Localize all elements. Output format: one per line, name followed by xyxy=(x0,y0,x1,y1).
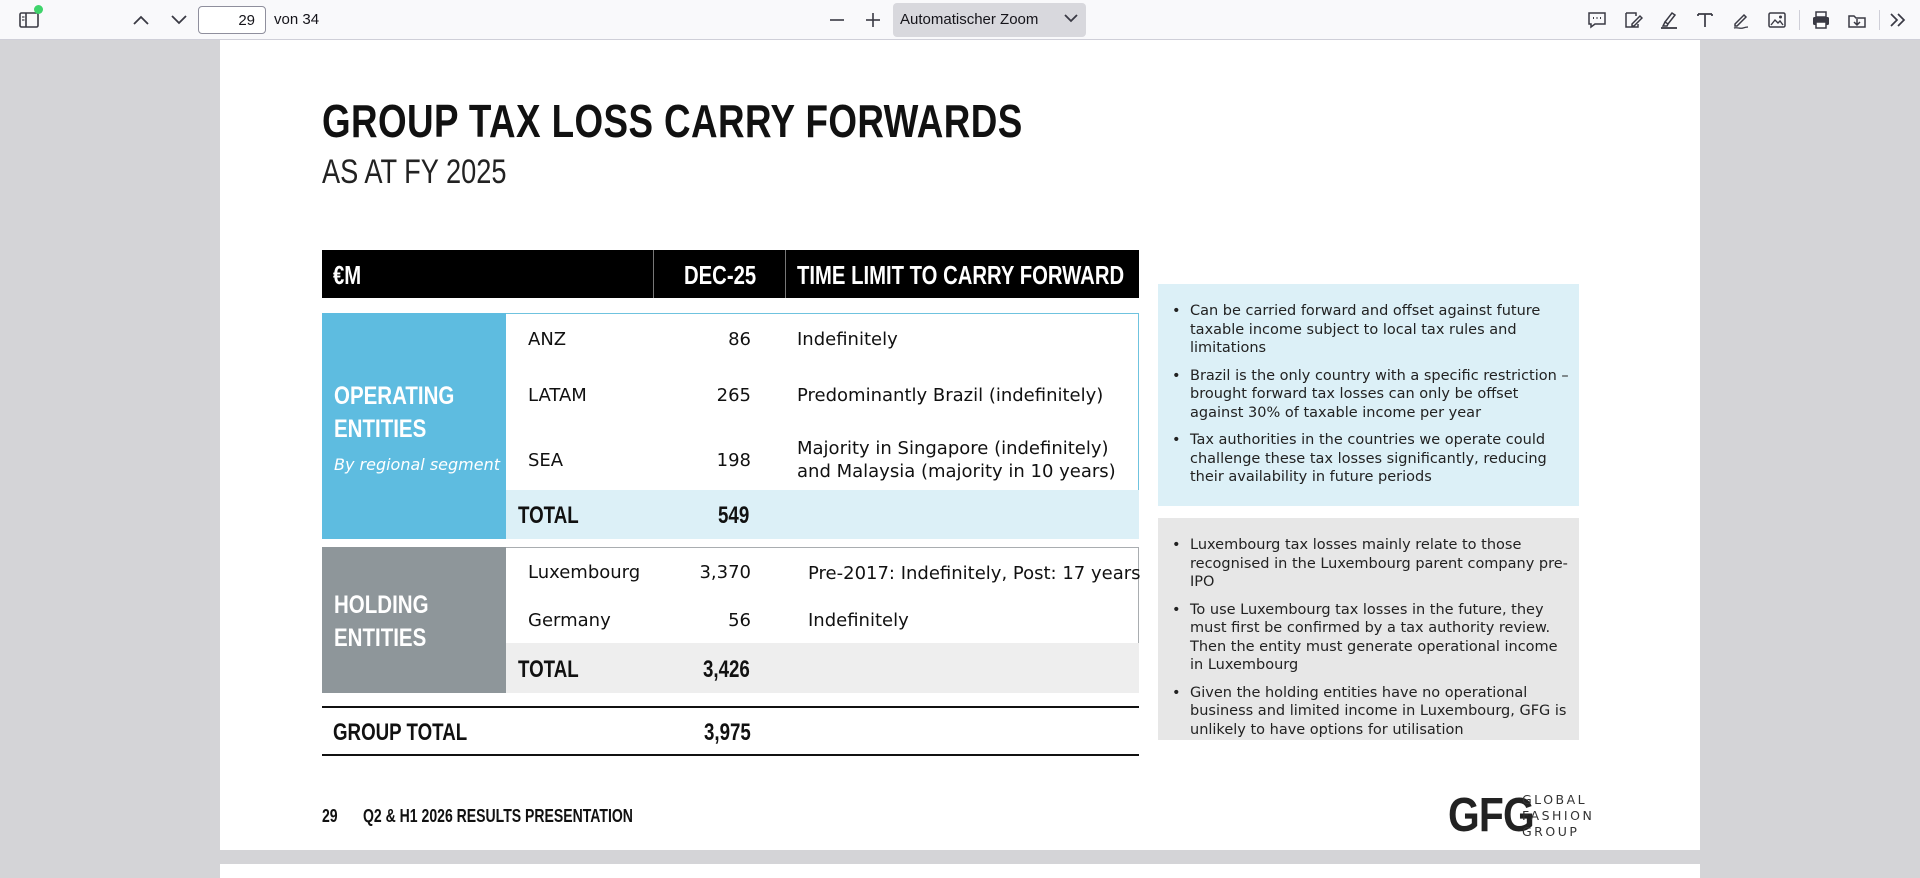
limit-germany: Indefinitely xyxy=(808,610,909,631)
holding-title-line2: ENTITIES xyxy=(334,624,427,652)
operating-total-label: TOTAL xyxy=(518,502,579,529)
slide-subtitle: AS AT FY 2025 xyxy=(322,153,507,191)
text-icon xyxy=(1695,10,1715,30)
region-anz: ANZ xyxy=(528,329,567,350)
entity-germany: Germany xyxy=(528,610,611,631)
value-germany: 56 xyxy=(728,610,751,631)
image-button[interactable] xyxy=(1762,6,1792,34)
operating-title-line1: OPERATING xyxy=(334,382,455,410)
region-latam: LATAM xyxy=(528,385,587,406)
image-icon xyxy=(1767,10,1787,30)
comment-icon xyxy=(1587,10,1607,30)
group-total-bottom-rule xyxy=(322,754,1139,756)
holding-total-label: TOTAL xyxy=(518,656,579,683)
save-icon xyxy=(1847,10,1867,30)
plus-icon xyxy=(865,12,881,28)
operating-total-row xyxy=(506,490,1139,539)
logo-line-global: GLOBAL xyxy=(1522,792,1588,807)
slide-title: GROUP TAX LOSS CARRY FORWARDS xyxy=(322,95,1023,147)
next-page-button[interactable] xyxy=(164,6,194,34)
region-sea: SEA xyxy=(528,450,564,471)
previous-page-button[interactable] xyxy=(126,6,156,34)
page-count-label: von 34 xyxy=(274,11,320,28)
note-item: • To use Luxembourg tax losses in the future, they must first be confirmed by a tax authority review. Then the entity must generate operational income in Luxembourg xyxy=(1170,601,1570,675)
page-number-input[interactable] xyxy=(198,6,266,34)
zoom-out-button[interactable] xyxy=(822,6,852,34)
header-period: DEC-25 xyxy=(684,260,757,290)
notification-dot xyxy=(34,5,43,14)
comment-button[interactable] xyxy=(1582,6,1612,34)
header-divider xyxy=(653,250,654,298)
chevron-down-icon xyxy=(171,15,187,25)
print-button[interactable] xyxy=(1806,6,1836,34)
operating-subtitle: By regional segment xyxy=(334,455,500,474)
zoom-select-value: Automatischer Zoom xyxy=(900,11,1039,28)
draw-button[interactable] xyxy=(1726,6,1756,34)
holding-total-value: 3,426 xyxy=(703,656,750,683)
entity-luxembourg: Luxembourg xyxy=(528,562,641,583)
operating-notes-list xyxy=(1170,302,1570,496)
note-item: • Brazil is the only country with a specific restriction – brought forward tax losses can only be offset against 30% of taxable income per year xyxy=(1170,367,1570,423)
holding-notes-list xyxy=(1170,536,1570,748)
value-luxembourg: 3,370 xyxy=(699,562,751,583)
group-total-top-rule xyxy=(322,706,1139,708)
toolbar-separator xyxy=(1799,10,1800,30)
minus-icon xyxy=(829,12,845,28)
note-item: • Given the holding entities have no operational business and limited income in Luxembourg, GFG is unlikely to have options for utilisation xyxy=(1170,684,1570,740)
pdf-toolbar xyxy=(0,0,1920,40)
value-latam: 265 xyxy=(716,385,751,406)
group-total-value: 3,975 xyxy=(704,719,751,746)
note-item: • Tax authorities in the countries we operate could challenge these tax losses significantly, reducing their availability in future periods xyxy=(1170,431,1570,487)
highlight-icon xyxy=(1659,10,1679,30)
more-tools-icon xyxy=(1889,12,1907,28)
chevron-up-icon xyxy=(133,15,149,25)
limit-sea-line2: and Malaysia (majority in 10 years) xyxy=(797,461,1116,482)
gfg-logo-mark: GFG xyxy=(1448,789,1534,842)
slide-page-number: 29 xyxy=(322,806,338,826)
note-item: • Luxembourg tax losses mainly relate to those recognised in the Luxembourg parent company pre-IPO xyxy=(1170,536,1570,592)
limit-anz: Indefinitely xyxy=(797,329,898,350)
toolbar-separator xyxy=(1879,10,1880,30)
limit-luxembourg: Pre-2017: Indefinitely, Post: 17 years xyxy=(808,563,1141,584)
value-anz: 86 xyxy=(728,329,751,350)
logo-line-fashion: FASHION xyxy=(1522,808,1595,823)
signature-icon xyxy=(1623,10,1643,30)
operating-notes-box xyxy=(1158,284,1579,506)
logo-line-group: GROUP xyxy=(1522,824,1580,839)
limit-sea-line1: Majority in Singapore (indefinitely) xyxy=(797,438,1109,459)
header-divider xyxy=(785,250,786,298)
header-time-limit: TIME LIMIT TO CARRY FORWARD xyxy=(797,260,1125,290)
header-currency: €M xyxy=(333,260,362,290)
holding-total-row xyxy=(506,643,1139,693)
save-button[interactable] xyxy=(1842,6,1872,34)
text-button[interactable] xyxy=(1690,6,1720,34)
next-pdf-page xyxy=(220,864,1700,878)
note-item: • Can be carried forward and offset against future taxable income subject to local tax rules and limitations xyxy=(1170,302,1570,358)
gfg-logo-text xyxy=(1522,792,1594,840)
limit-latam: Predominantly Brazil (indefinitely) xyxy=(797,385,1104,406)
operating-title-line2: ENTITIES xyxy=(334,415,427,443)
group-total-label: GROUP TOTAL xyxy=(333,719,468,746)
chevron-down-icon xyxy=(1064,13,1078,23)
holding-notes-box xyxy=(1158,518,1579,740)
zoom-select[interactable] xyxy=(893,3,1086,37)
highlight-button[interactable] xyxy=(1654,6,1684,34)
holding-title-line1: HOLDING xyxy=(334,591,429,619)
operating-total-value: 549 xyxy=(718,502,750,529)
signature-button[interactable] xyxy=(1618,6,1648,34)
value-sea: 198 xyxy=(716,450,751,471)
draw-icon xyxy=(1731,10,1751,30)
presentation-title: Q2 & H1 2026 RESULTS PRESENTATION xyxy=(363,806,633,826)
zoom-in-button[interactable] xyxy=(858,6,888,34)
more-tools-button[interactable] xyxy=(1883,6,1913,34)
print-icon xyxy=(1811,10,1831,30)
